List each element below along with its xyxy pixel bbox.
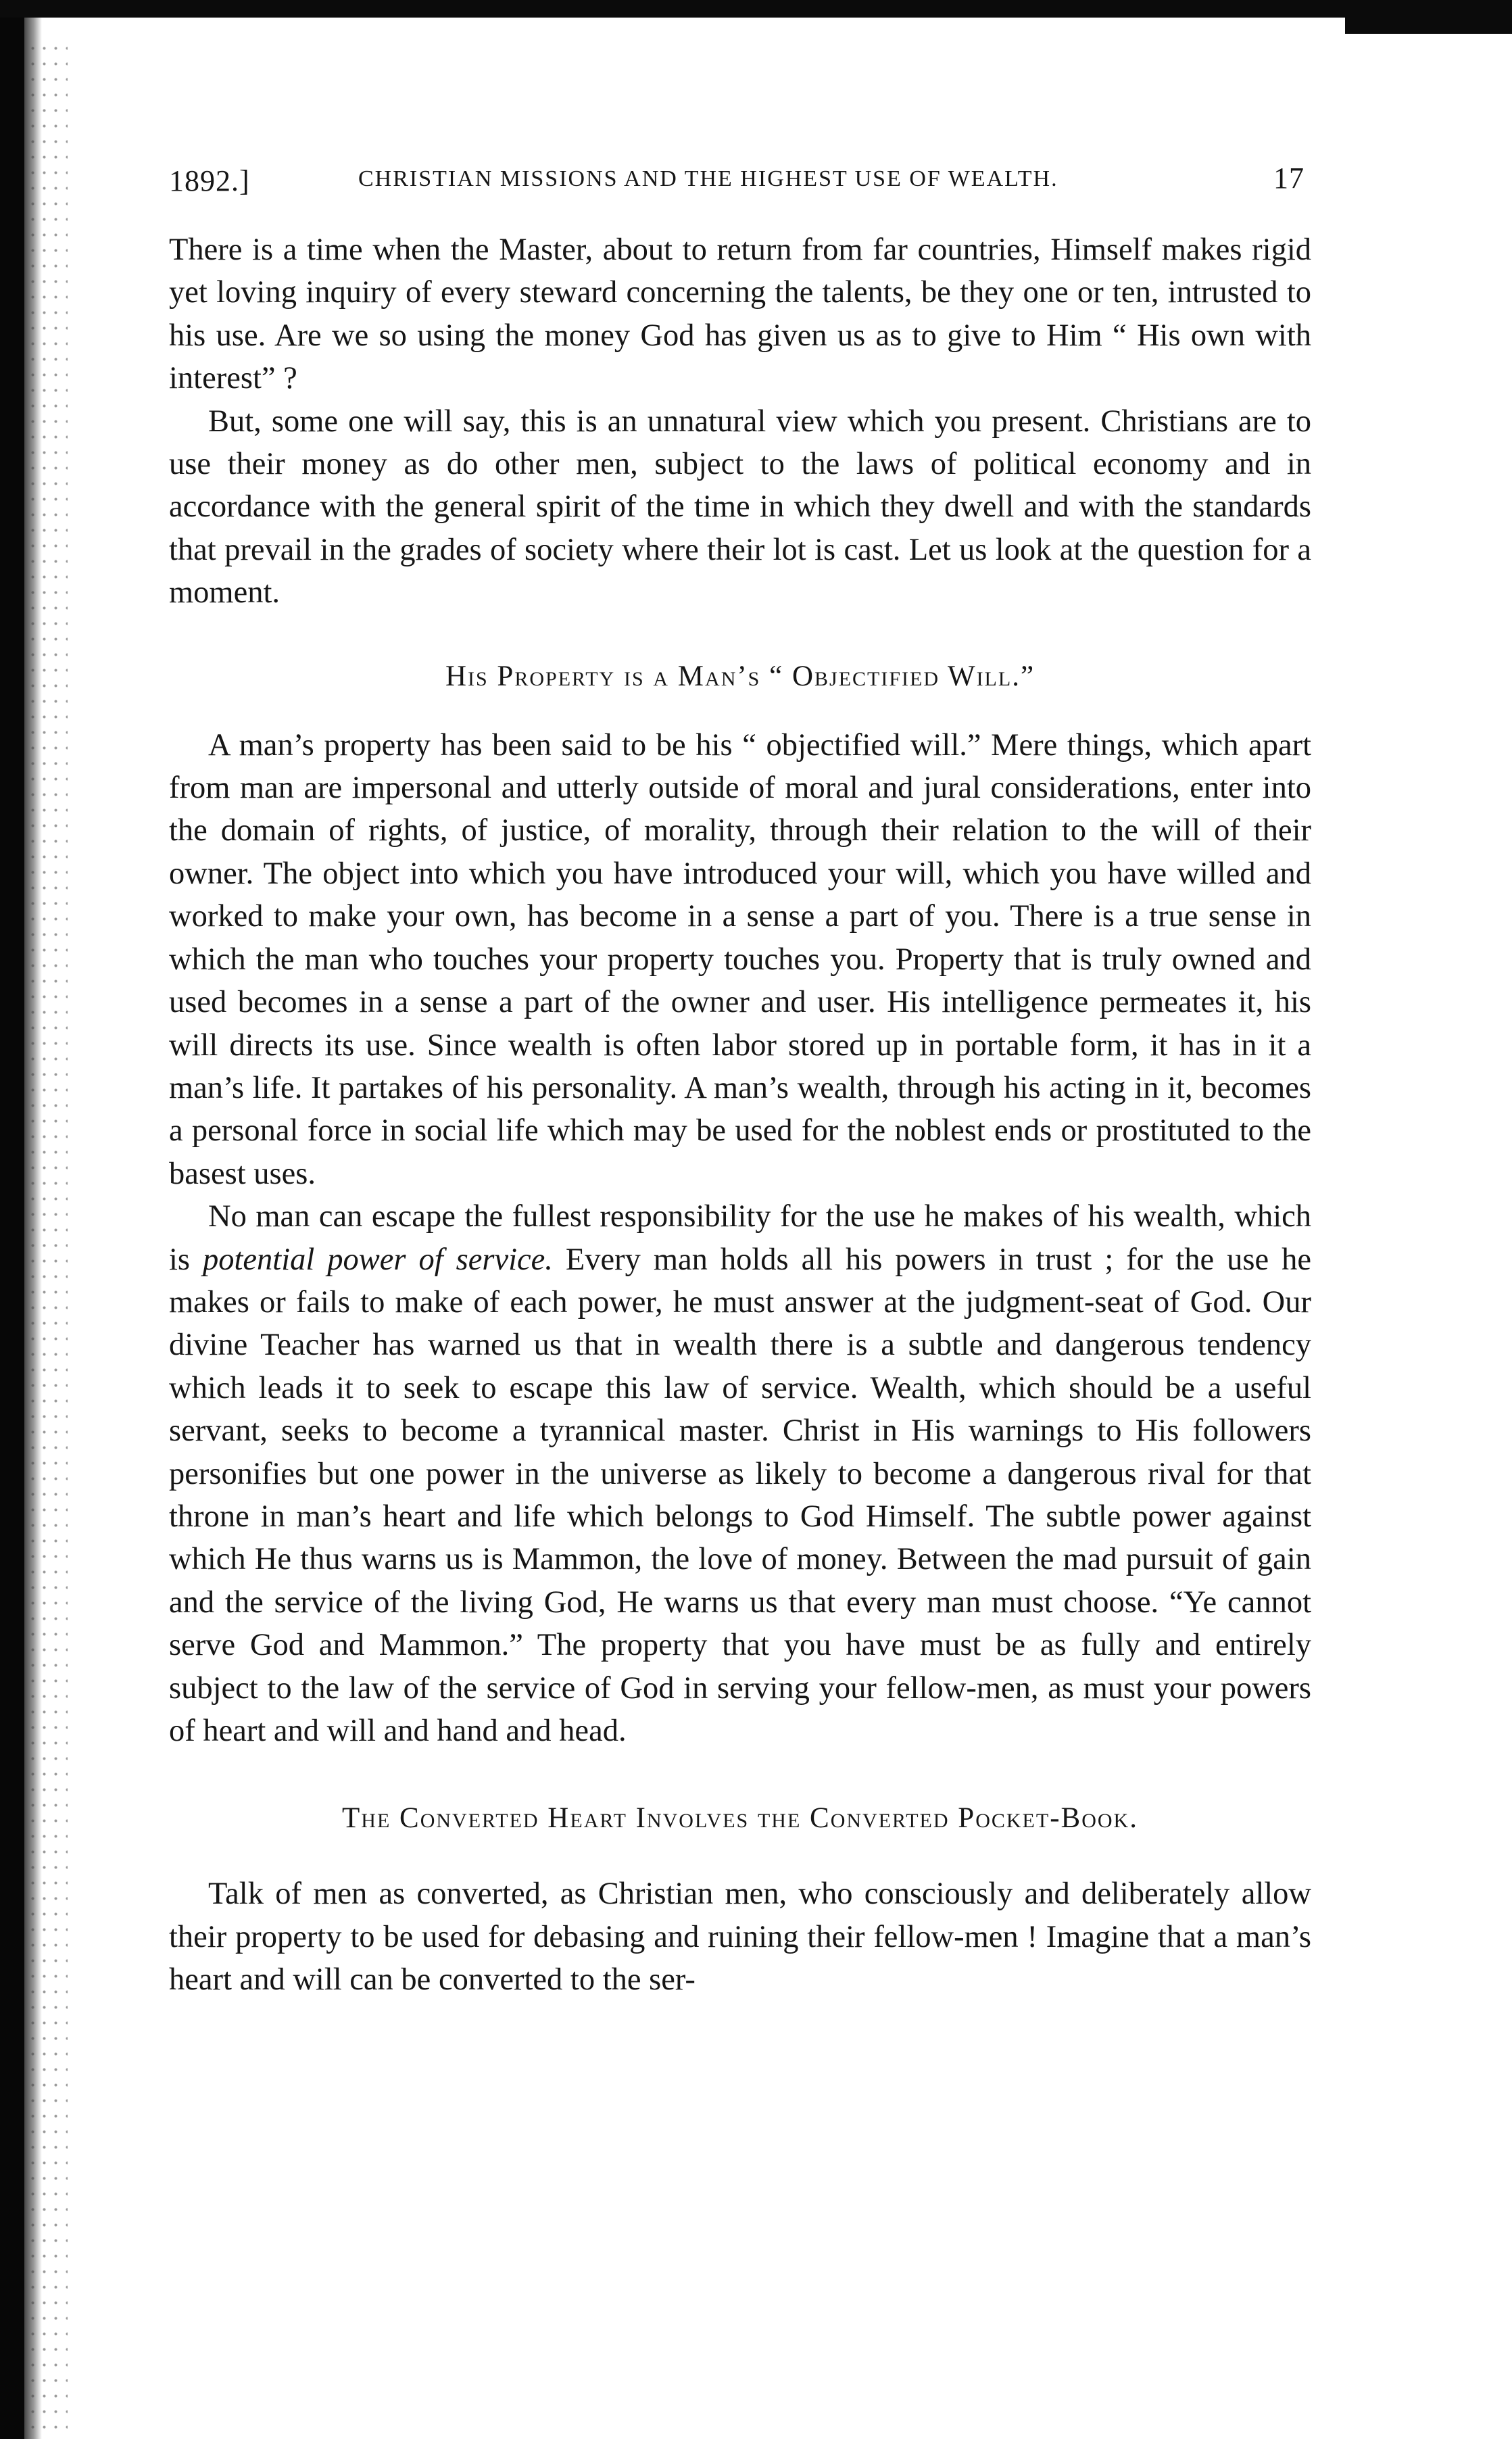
paragraph-responsibility (169, 1195, 1311, 1752)
paragraph-intro-1: There is a time when the Master, about to return from far countries, Himself makes rigid yet loving inquiry of every steward concerning the talents, be they one or ten, intrusted to his use. Are we so using the money God has given us as to give to Him “ His own with interest” ? (169, 233, 1311, 396)
scan-left-specks (27, 41, 68, 2434)
running-head-title: CHRISTIAN MISSIONS AND THE HIGHEST USE OF WEALTH. (358, 166, 1058, 191)
book-page (169, 155, 1311, 2002)
body-text (169, 228, 1311, 2002)
paragraph-intro-2: But, some one will say, this is an unnatural view which you present. Christians are to use their money as do other men, subject to the laws of political economy and in accordance with the general spirit of the time in which they dwell and with the standards that prevail in the grades of society where their lot is cast. Let us look at the question for a moment. (169, 404, 1311, 610)
emphasis-potential-power: potential power of service. (202, 1242, 553, 1277)
section-heading-converted-heart: The Converted Heart Involves the Converted Pocket-Book. (342, 1802, 1138, 1835)
paragraph-responsibility-rest: Every man holds all his powers in trust ; for the use he makes or fails to make of each power, he must answer at the judgment-seat of God. Our divine Teacher has warned us that in wealth there is a subtle and dangerous tendency which leads it to seek to escape this law of service. Wealth, which should be a useful servant, seeks to become a tyrannical master. Christ in His warnings to His followers personifies but one power in the universe as likely to become a dangerous rival for that throne in man’s heart and life which belongs to God Himself. The subtle power against which He thus warns us is Mammon, the love of money. Between the mad pursuit of gain and the service of the living God, He warns us that every man must choose. “Ye cannot serve God and Mammon.” The property that you have must be as fully and entirely subject to the law of the service of God in serving your fellow-men, as must your powers of heart and will and hand and head. (169, 1242, 1311, 1748)
paragraph-converted-pocket-book: Talk of men as converted, as Christian men, who consciously and deliberately allow their property to be used for debasing and ruining their fellow-men ! Imagine that a man’s heart and will can be converted to the ser- (169, 1877, 1311, 1998)
running-head-year: 1892.] (169, 164, 250, 197)
scan-top-edge (0, 0, 1512, 18)
paragraph-objectified-will: A man’s property has been said to be his “ objectified will.” Mere things, which apart from man are impersonal and utterly outside of moral and jural considerations, enter into the domain of rights, of justice, of morality, through their relation to the will of their owner. The object into which you have introduced your will, which you have willed and worked to make your own, has become in a sense a part of you. There is a true sense in which the man who touches your property touches you. Property that is truly owned and used becomes in a sense a part of the owner and user. His intelligence permeates it, his will directs its use. Since wealth is often labor stored up in portable form, it has in it a man’s life. It partakes of his personality. A man’s wealth, through his acting in it, becomes a personal force in social life which may be used for the noblest ends or prostituted to the basest uses. (169, 727, 1311, 1191)
page-number: 17 (1273, 162, 1304, 195)
running-head (169, 155, 1311, 203)
paragraph-responsibility-start: No man can escape the fullest responsibility for the use he makes of his wealth, which is (169, 1199, 1311, 1277)
scan-left-binding-shadow (0, 0, 24, 2439)
scan-top-right-edge (1345, 14, 1512, 34)
section-heading-objectified-will: His Property is a Man’s “ Objectified Will.” (445, 660, 1035, 692)
